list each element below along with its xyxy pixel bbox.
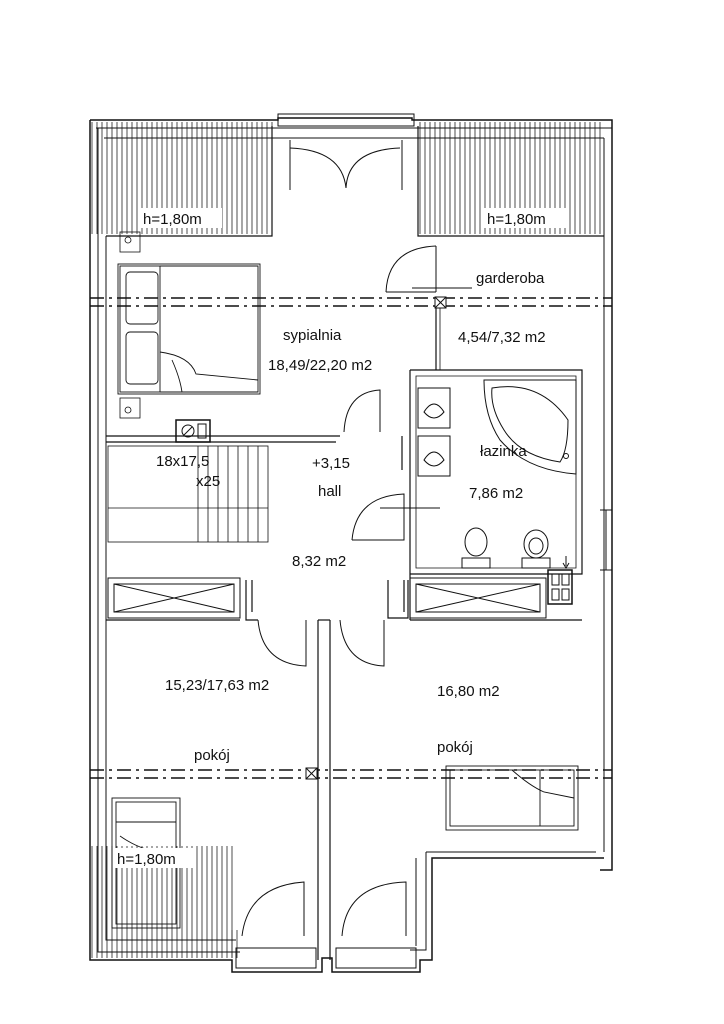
room-name-right: pokój <box>437 739 473 756</box>
height-label-bottom-left: h=1,80m <box>117 851 176 868</box>
label-underlines <box>380 288 472 508</box>
height-label-top-right: h=1,80m <box>487 211 546 228</box>
outer-walls <box>90 114 612 972</box>
room-area-bathroom: 7,86 m2 <box>469 485 524 502</box>
double-bed <box>118 264 260 394</box>
room-name-wardrobe: garderoba <box>476 270 545 287</box>
room-area-right: 16,80 m2 <box>437 683 500 700</box>
toilet-icon <box>462 528 550 568</box>
room-name-hall: hall <box>318 483 342 500</box>
hall-level-label: +3,15 <box>312 455 350 472</box>
room-name-left: pokój <box>194 747 230 764</box>
chimney-boiler-icon <box>176 420 210 442</box>
single-bed-right <box>446 766 578 830</box>
doors <box>242 140 436 936</box>
height-label-top-left: h=1,80m <box>143 211 202 228</box>
nightstand-icon <box>120 232 140 418</box>
washbasin-icon <box>418 388 450 476</box>
room-name-bedroom: sypialnia <box>283 327 342 344</box>
room-area-bedroom: 18,49/22,20 m2 <box>268 357 373 374</box>
stairs-size-label: 18x17,5 <box>156 453 210 470</box>
room-area-wardrobe: 4,54/7,32 m2 <box>458 329 546 346</box>
room-name-bathroom: łazinka <box>480 443 527 460</box>
roof-slope-hatching <box>92 122 600 958</box>
built-in-wardrobes <box>108 578 546 618</box>
room-area-left: 15,23/17,63 m2 <box>165 677 270 694</box>
ventilation-chimney-icon <box>548 556 572 604</box>
stairs-count-label: x25 <box>196 473 221 490</box>
room-area-hall: 8,32 m2 <box>292 553 347 570</box>
